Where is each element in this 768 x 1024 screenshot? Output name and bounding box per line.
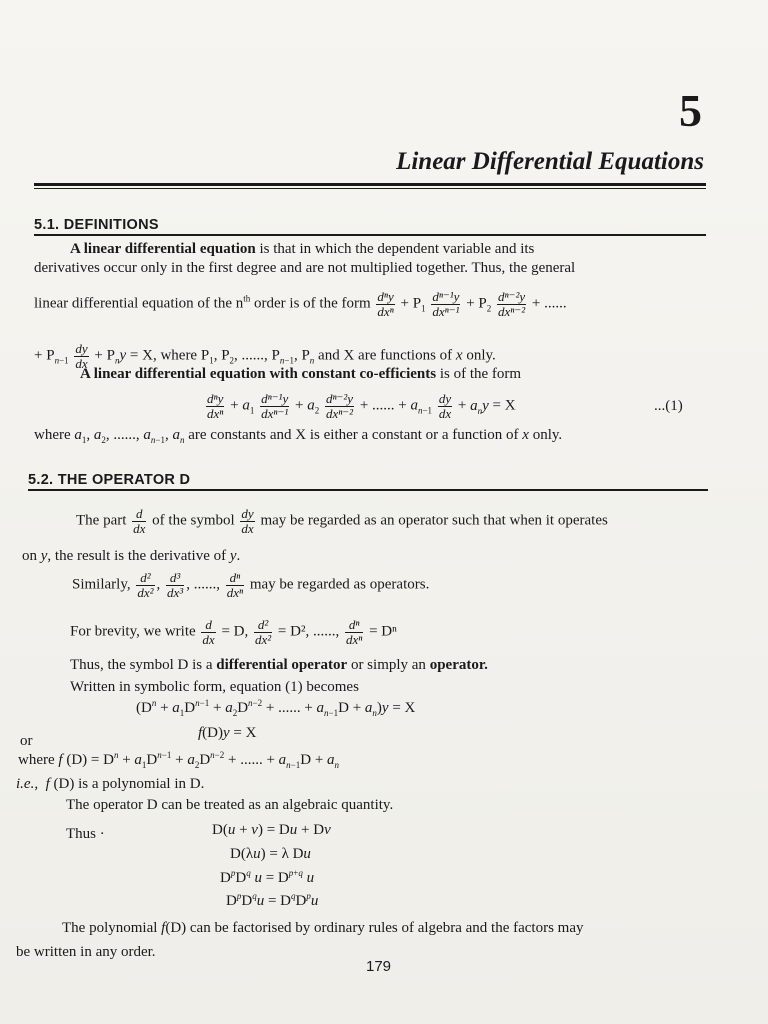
text-span: or simply an: [347, 657, 430, 673]
text-span: For brevity, we write: [70, 623, 196, 640]
similarly-line: Similarly, $\frac{\text{d²}}{\text{dx²}}$ , $\frac{\text{d³}}{\text{dx³}}$ , ......, $\frac{\text{dⁿ}}{\text{dxⁿ}}$ may be regarded as operators.: [72, 570, 430, 600]
fraction: $\frac{\text{dⁿ}}{\text{dxⁿ}}$: [345, 617, 363, 647]
operator-rule-3: $D^pD^q$ $u = D^{p+q}$ u: [220, 868, 315, 886]
page-number: 179: [366, 958, 392, 975]
symbolic-equation: ($D^n + a_1D^{n-1} + a_2D^{n-2}$ + ...... + $a_{n-1}D + a_n)y = X$: [136, 698, 416, 718]
text-span: The part: [76, 512, 127, 529]
term-operator: operator.: [429, 657, 488, 673]
text-span: of the symbol: [152, 512, 235, 529]
text-span: Thus, the symbol D is a: [70, 657, 217, 673]
chapter-rule-thick: [34, 183, 706, 186]
term-constant-coefficients: A linear differential equation with constant co-efficients: [80, 366, 437, 382]
text-span: is that in which the dependent variable and its: [255, 241, 535, 257]
definition-paragraph-line2: derivatives occur only in the first degree and are not multiplied together. Thus, the general: [34, 260, 576, 276]
term-linear-differential-equation: A linear differential equation: [70, 241, 256, 257]
brevity-line: For brevity, we write $\frac{d}{dx}$ = D, $\frac{\text{d²}}{\text{dx²}}$ = D², ......, $\frac{\text{dⁿ}}{\text{dxⁿ}}$ = Dⁿ: [70, 617, 397, 647]
operator-rule-4: $D^pD^qu = D^qD^pu$: [226, 891, 319, 909]
operator-rule-2: D(λu) = λ Du: [230, 846, 311, 862]
text-span: linear differential equation of the n: [34, 295, 244, 312]
fraction: $\frac{\text{dⁿ⁻²y}}{\text{dxⁿ⁻²}}$: [498, 289, 526, 319]
closing-line1: The polynomial f(D) can be factorised by ordinary rules of algebra and the factors may: [62, 920, 584, 936]
fraction: $\frac{\text{dⁿy}}{\text{dxⁿ}}$: [207, 391, 224, 421]
text-span: Similarly,: [72, 576, 131, 593]
constants-description: where $a_1$, $a_2$, ......, $a_{n-1}$, $a_n$ are constants and X is either a constant or a function of x only.: [34, 427, 563, 445]
or-label: or: [20, 733, 33, 749]
fd-definition: where f $(D) = D^n + a_1D^{n-1} + a_2D^{n-2}$ + ...... + $a_{n-1}D + a_n$: [18, 750, 340, 770]
closing-line2: be written in any order.: [16, 944, 156, 960]
fd-equation: f(D)y = X: [198, 725, 257, 741]
chapter-number: 5: [679, 85, 702, 136]
section-rule: [34, 234, 706, 236]
fraction: $\frac{\text{d³}}{\text{dx³}}$: [167, 570, 184, 600]
fraction: $\frac{dy}{dx}$: [75, 341, 88, 371]
general-form-line: linear differential equation of the $n^{th}$ order is of the form $\frac{\text{dⁿy}}{\text{dxⁿ}}$ + $P_1$ $\frac{\text{dⁿ⁻¹y}}{\text{dxⁿ⁻¹}}$ + $P_2$ $\frac{\text{dⁿ⁻²y}}{\text{dxⁿ⁻²}}$ + ......: [34, 289, 567, 319]
equation-label: ...(1): [654, 398, 683, 414]
definition-paragraph-line1: [70, 241, 534, 258]
algebraic-quantity-line: The operator D can be treated as an algebraic quantity.: [66, 797, 394, 813]
fraction: $\frac{\text{dⁿ}}{\text{dxⁿ}}$: [226, 570, 244, 600]
fraction: $\frac{dy}{dx}$: [438, 391, 452, 421]
term-differential-operator: differential operator: [216, 657, 348, 673]
fraction: $\frac{\text{dⁿ⁻¹y}}{\text{dxⁿ⁻¹}}$: [432, 289, 460, 319]
symbolic-form-line: Written in symbolic form, equation (1) becomes: [70, 679, 359, 695]
text-span: is of the form: [436, 366, 522, 382]
text-span: order is of the form: [250, 295, 371, 312]
constant-coefficient-intro: [80, 366, 521, 383]
equation-1: $\frac{\text{dⁿy}}{\text{dxⁿ}}$ + $a_1$ $\frac{\text{dⁿ⁻¹y}}{\text{dxⁿ⁻¹}}$ + $a_2$ $\frac{\text{dⁿ⁻²y}}{\text{dxⁿ⁻²}}$ + ...... + $a_{n-1}$ $\frac{dy}{dx}$ + $a_ny = X$: [207, 391, 516, 421]
section-heading-definitions: 5.1. DEFINITIONS: [34, 217, 159, 233]
operator-definition-line: [70, 657, 488, 674]
text-span: + ......: [531, 295, 567, 312]
fraction: $\frac{\text{dⁿ⁻²y}}{\text{dxⁿ⁻²}}$: [325, 391, 354, 421]
text-span: may be regarded as an operator such that when it operates: [260, 512, 608, 529]
superscript: th: [243, 293, 251, 304]
fraction: $\frac{\text{dⁿ⁻¹y}}{\text{dxⁿ⁻¹}}$: [261, 391, 289, 421]
fraction: $\frac{\text{d²}}{\text{dx²}}$: [255, 617, 272, 647]
fraction: $\frac{\text{d²}}{\text{dx²}}$: [137, 570, 154, 600]
chapter-rule-thin: [34, 188, 706, 189]
fraction: $\frac{\text{dⁿy}}{\text{dxⁿ}}$: [377, 289, 394, 319]
chapter-title: Linear Differential Equations: [396, 148, 704, 175]
thus-label: Thus ·: [66, 826, 105, 842]
operator-rule-1: D(u + v) = Du + Dv: [212, 822, 331, 838]
fraction: $\frac{d}{dx}$: [202, 617, 215, 647]
polynomial-line: i.e., f (D) is a polynomial in D.: [16, 776, 205, 792]
operator-paragraph-line1: [76, 507, 608, 535]
general-form-continuation: + $P_{n-1}$ $\frac{dy}{dx}$ + $P_ny = X$, where $P_1$, $P_2$, ......, $P_{n-1}$, $P_n$ and X are functions of x only.: [34, 341, 496, 371]
text-span: may be regarded as operators.: [249, 576, 430, 593]
section-heading-operator-d: 5.2. THE OPERATOR D: [28, 472, 191, 488]
operator-paragraph-line2: on y, the result is the derivative of y.: [22, 548, 241, 564]
fraction: $\frac{dy}{dx}$: [241, 506, 254, 536]
fraction: $\frac{d}{dx}$: [133, 506, 146, 536]
section-rule: [28, 489, 708, 491]
